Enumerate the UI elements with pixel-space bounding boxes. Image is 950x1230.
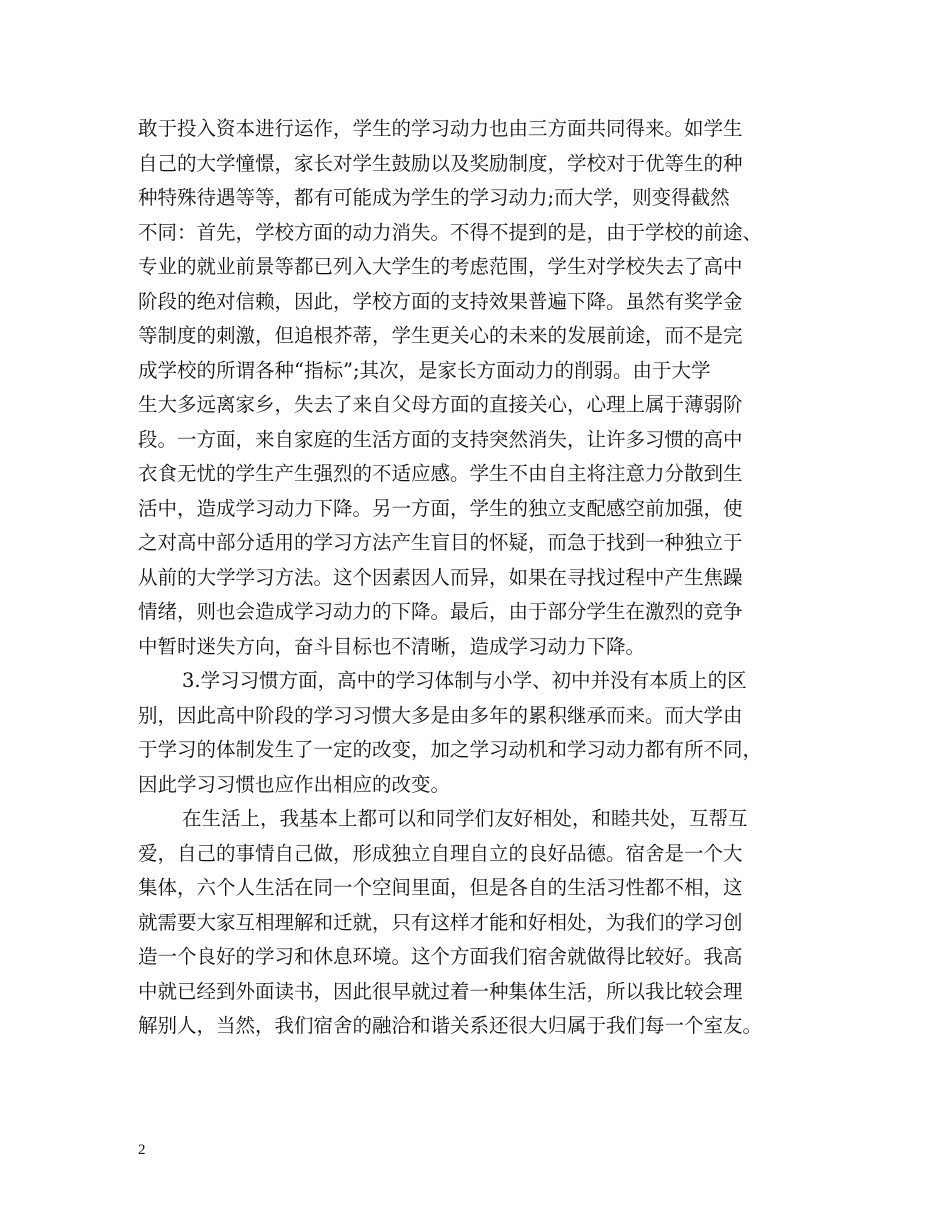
- text-line: 因此学习习惯也应作出相应的改变。: [138, 772, 451, 796]
- text-line: 在生活上，我基本上都可以和同学们友好相处，和睦共处，互帮互: [182, 807, 748, 830]
- text-line: 阶段的绝对信赖，因此，学校方面的支持效果普遍下降。虽然有奖学金: [138, 289, 743, 313]
- text-line: 3.学习习惯方面，高中的学习体制与小学、初中并没有本质上的区: [182, 669, 747, 692]
- text-line: 别，因此高中阶段的学习习惯大多是由多年的累积继承而来。而大学由: [138, 703, 743, 727]
- text-line: 爱，自己的事情自己做，形成独立自理自立的良好品德。宿舍是一个大: [138, 841, 743, 865]
- text-line: 种特殊待遇等等，都有可能成为学生的学习动力;而大学，则变得截然: [138, 186, 730, 209]
- text-line: 于学习的体制发生了一定的改变，加之学习动机和学习动力都有所不同，: [138, 738, 763, 761]
- text-line: 解别人，当然，我们宿舍的融洽和谐关系还很大归属于我们每一个室友。: [138, 1014, 763, 1037]
- text-line: 中暂时迷失方向，奋斗目标也不清晰，造成学习动力下降。: [138, 634, 646, 658]
- text-line: 敢于投入资本进行运作，学生的学习动力也由三方面共同得来。如学生: [138, 117, 743, 140]
- text-line: 就需要大家互相理解和迁就，只有这样才能和好相处，为我们的学习创: [138, 910, 743, 934]
- text-line: 造一个良好的学习和休息环境。这个方面我们宿舍就做得比较好。我高: [138, 945, 743, 968]
- text-line: 专业的就业前景等都已列入大学生的考虑范围，学生对学校失去了高中: [138, 255, 743, 278]
- body-text: [138, 112, 828, 1044]
- text-line: 生大多远离家乡，失去了来自父母方面的直接关心，心理上属于薄弱阶: [138, 393, 743, 416]
- text-line: 衣食无忧的学生产生强烈的不适应感。学生不由自主将注意力分散到生: [138, 462, 743, 485]
- text-line: 集体，六个人生活在同一个空间里面，但是各自的生活习性都不相，这: [138, 876, 743, 899]
- text-line: 不同：首先，学校方面的动力消失。不得不提到的是，由于学校的前途、: [138, 220, 763, 244]
- text-line: 情绪，则也会造成学习动力的下降。最后，由于部分学生在激烈的竞争: [138, 600, 743, 623]
- paragraph-2: [138, 664, 828, 802]
- page-number: 2: [138, 1142, 146, 1158]
- text-line: 等制度的刺激，但追根芥蒂，学生更关心的未来的发展前途，而不是完: [138, 324, 743, 347]
- text-line: 自己的大学憧憬，家长对学生鼓励以及奖励制度，学校对于优等生的种: [138, 151, 743, 175]
- text-line: 成学校的所谓各种“指标”;其次，是家长方面动力的削弱。由于大学: [138, 358, 711, 382]
- text-line: 段。一方面，来自家庭的生活方面的支持突然消失，让许多习惯的高中: [138, 427, 743, 451]
- text-line: 之对高中部分适用的学习方法产生盲目的怀疑，而急于找到一种独立于: [138, 531, 743, 554]
- paragraph-3: [138, 802, 828, 1044]
- text-line: 中就已经到外面读书，因此很早就过着一种集体生活，所以我比较会理: [138, 979, 743, 1003]
- text-line: 从前的大学学习方法。这个因素因人而异，如果在寻找过程中产生焦躁: [138, 565, 743, 589]
- paragraph-1: [138, 112, 828, 664]
- text-line: 活中，造成学习动力下降。另一方面，学生的独立支配感空前加强，使: [138, 496, 743, 520]
